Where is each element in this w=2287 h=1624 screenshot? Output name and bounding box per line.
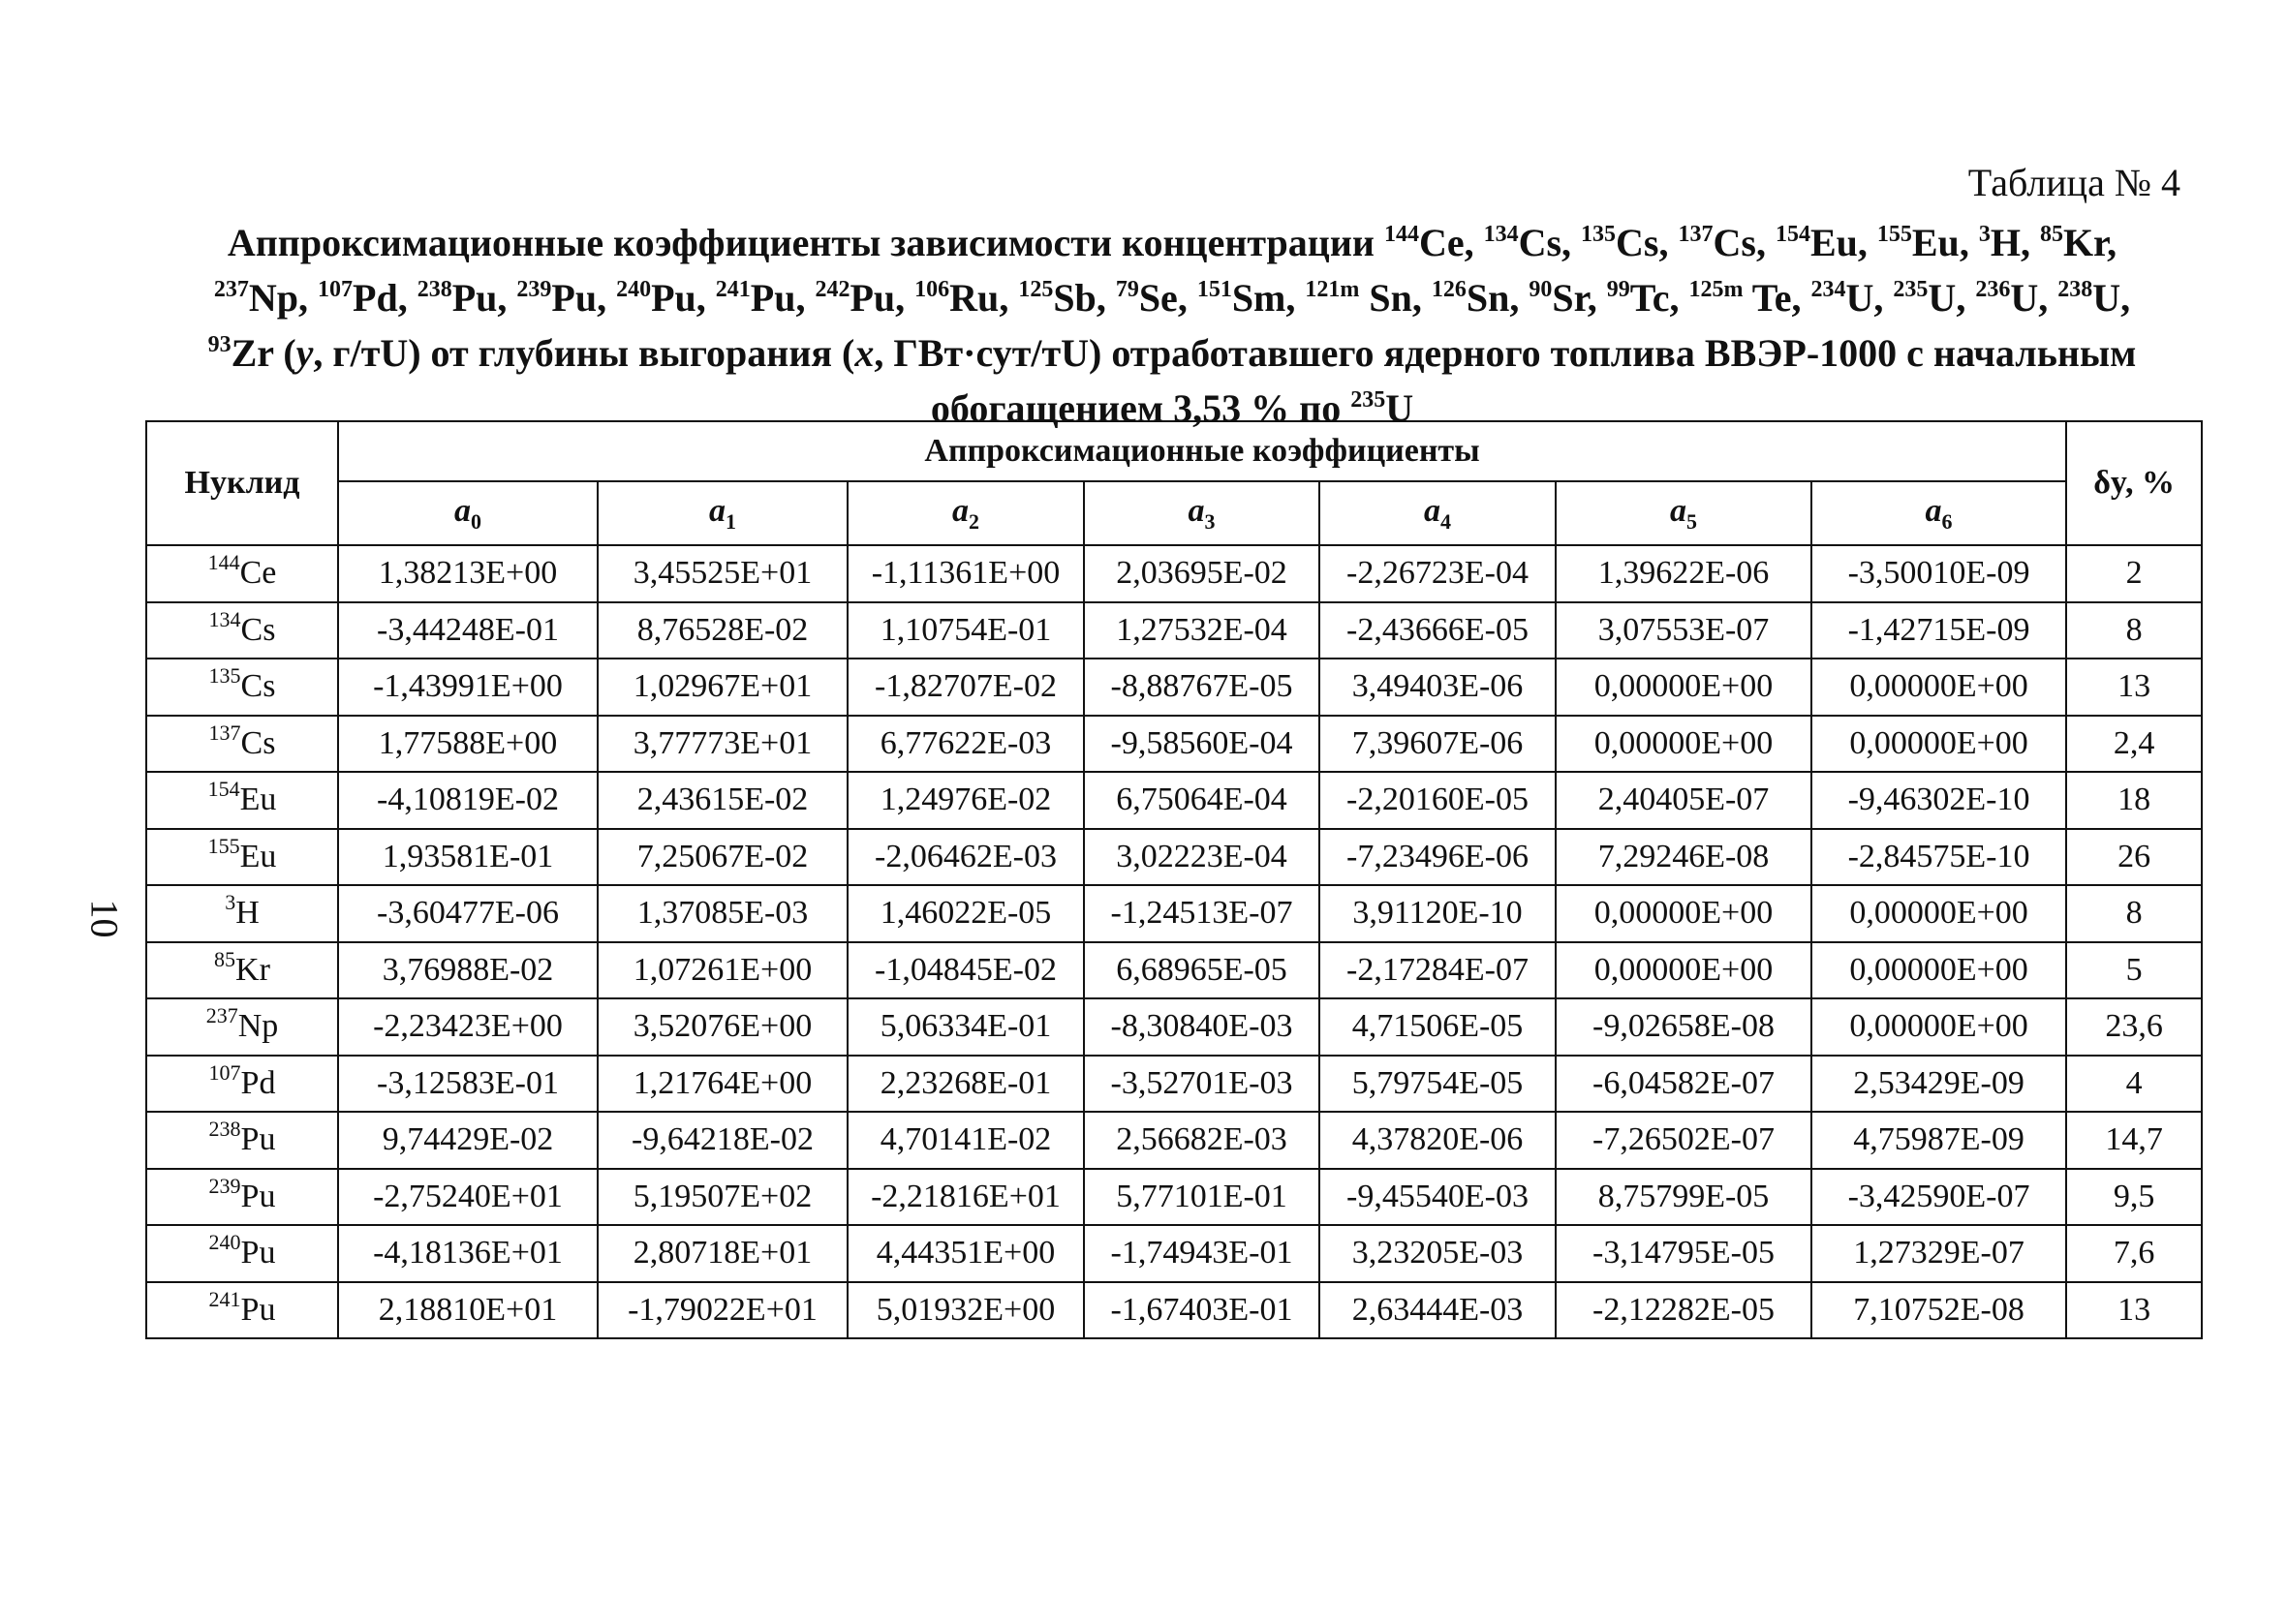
table-row <box>146 1282 2202 1339</box>
coef-cell-a1: 3,77773E+01 <box>598 716 848 773</box>
nuclide-mass: 154 <box>207 777 240 802</box>
page-number: 10 <box>82 899 127 938</box>
coef-cell-a2: 5,01932E+00 <box>848 1282 1084 1339</box>
table-row <box>146 772 2202 829</box>
separator: , <box>2020 221 2040 264</box>
coef-cell-a1: 2,43615E-02 <box>598 772 848 829</box>
nuclide-mass: 239 <box>208 1173 241 1198</box>
coef-cell-a3: -1,67403E-01 <box>1084 1282 1319 1339</box>
coef-cell-a0: -2,75240E+01 <box>338 1169 598 1226</box>
separator: , <box>1509 276 1530 320</box>
table-row <box>146 716 2202 773</box>
nuclide-symbol: Ce <box>239 555 277 592</box>
separator: , <box>695 276 716 320</box>
coef-cell-a3: -9,58560E-04 <box>1084 716 1319 773</box>
nuclide-mass: 154 <box>1775 222 1810 247</box>
coef-letter: $a_2$ <box>952 492 979 534</box>
nuclide-mass: 99 <box>1606 277 1630 302</box>
coef-index: 6 <box>1941 508 1953 534</box>
coef-cell-a4: 4,71506E-05 <box>1319 998 1556 1056</box>
nuclide-mass: 155 <box>1876 222 1912 247</box>
coef-cell-a6: 0,00000E+00 <box>1811 659 2066 716</box>
nuclide-symbol: U <box>2010 276 2039 320</box>
table-row <box>146 545 2202 602</box>
coef-cell-a2: -1,04845E-02 <box>848 942 1084 999</box>
coef-letter: $a_1$ <box>709 492 736 534</box>
nuclide-mass: 240 <box>208 1230 241 1255</box>
coef-cell-a6: -2,84575E-10 <box>1811 829 2066 886</box>
coef-cell-a3: -1,74943E-01 <box>1084 1225 1319 1282</box>
coef-index: 4 <box>1440 508 1451 534</box>
coef-cell-a4: -9,45540E-03 <box>1319 1169 1556 1226</box>
coef-cell-a4: 2,63444E-03 <box>1319 1282 1556 1339</box>
nuclide-mass: 85 <box>214 946 236 971</box>
coef-cell-a0: 1,93581E-01 <box>338 829 598 886</box>
coef-cell-a6: -9,46302E-10 <box>1811 772 2066 829</box>
coef-letter: $a_5$ <box>1670 492 1697 534</box>
nuclide-symbol: Sm <box>1231 276 1286 320</box>
separator: , <box>1959 221 1979 264</box>
nuclide-symbol: Zr <box>231 331 274 375</box>
error-cell: 8 <box>2066 602 2202 659</box>
table-caption <box>174 215 2170 436</box>
nuclide-symbol: H <box>1990 221 2021 264</box>
nuclide-symbol: Ce <box>1418 221 1465 264</box>
coef-cell-a1: -1,79022E+01 <box>598 1282 848 1339</box>
nuclide-cell <box>146 602 338 659</box>
coef-cell-a4: 7,39607E-06 <box>1319 716 1556 773</box>
caption-text: Аппроксимационные коэффициенты зависимости концентрации <box>227 221 1384 264</box>
separator: , <box>1177 276 1197 320</box>
nuclide-cell <box>146 885 338 942</box>
coef-cell-a6: 0,00000E+00 <box>1811 942 2066 999</box>
coef-cell-a6: 7,10752E-08 <box>1811 1282 2066 1339</box>
nuclide-cell <box>146 1056 338 1113</box>
separator: , <box>1755 221 1776 264</box>
error-cell: 7,6 <box>2066 1225 2202 1282</box>
table-row <box>146 998 2202 1056</box>
nuclide-mass: 106 <box>914 277 950 302</box>
coef-cell-a0: 3,76988E-02 <box>338 942 598 999</box>
nuclide-symbol: Eu <box>1809 221 1858 264</box>
nuclide-symbol: H <box>235 895 260 932</box>
nuclide-mass: 151 <box>1196 277 1232 302</box>
coef-cell-a6: -1,42715E-09 <box>1811 602 2066 659</box>
coef-cell-a5: 7,29246E-08 <box>1556 829 1811 886</box>
coef-cell-a2: 1,46022E-05 <box>848 885 1084 942</box>
separator: , <box>1285 276 1306 320</box>
error-cell: 26 <box>2066 829 2202 886</box>
coef-cell-a0: -4,18136E+01 <box>338 1225 598 1282</box>
coef-cell-a1: 7,25067E-02 <box>598 829 848 886</box>
coef-index: 2 <box>969 508 979 534</box>
table-row <box>146 602 2202 659</box>
nuclide-cell <box>146 772 338 829</box>
header-coef-a1 <box>598 481 848 545</box>
nuclide-symbol: Pu <box>240 1235 276 1272</box>
nuclide-symbol: Ru <box>949 276 1000 320</box>
nuclide-symbol: Np <box>248 276 299 320</box>
coef-cell-a3: 6,68965E-05 <box>1084 942 1319 999</box>
nuclide-symbol: Pd <box>240 1064 276 1101</box>
coef-cell-a1: 8,76528E-02 <box>598 602 848 659</box>
coef-cell-a4: 3,23205E-03 <box>1319 1225 1556 1282</box>
coef-cell-a2: -2,06462E-03 <box>848 829 1084 886</box>
nuclide-symbol: Np <box>237 1008 279 1045</box>
nuclide-symbol: Kr <box>235 951 270 988</box>
coef-cell-a4: 3,49403E-06 <box>1319 659 1556 716</box>
nuclide-cell <box>146 1169 338 1226</box>
nuclide-mass: 144 <box>207 550 240 575</box>
error-cell: 18 <box>2066 772 2202 829</box>
separator: , <box>1561 221 1582 264</box>
coef-cell-a5: -9,02658E-08 <box>1556 998 1811 1056</box>
header-row-1 <box>146 421 2202 481</box>
coef-cell-a4: -7,23496E-06 <box>1319 829 1556 886</box>
nuclide-mass: 135 <box>1581 222 1617 247</box>
nuclide-mass: 235 <box>1893 277 1929 302</box>
nuclide-mass: 238 <box>208 1117 241 1142</box>
nuclide-mass: 90 <box>1529 277 1553 302</box>
nuclide-mass: 239 <box>516 277 552 302</box>
coef-cell-a0: -4,10819E-02 <box>338 772 598 829</box>
nuclide-mass: 93 <box>207 332 232 357</box>
coef-cell-a3: 5,77101E-01 <box>1084 1169 1319 1226</box>
coef-cell-a2: -1,11361E+00 <box>848 545 1084 602</box>
coef-cell-a1: 2,80718E+01 <box>598 1225 848 1282</box>
separator: , <box>999 276 1019 320</box>
coef-cell-a2: 2,23268E-01 <box>848 1056 1084 1113</box>
coef-cell-a3: -8,88767E-05 <box>1084 659 1319 716</box>
coef-cell-a2: 5,06334E-01 <box>848 998 1084 1056</box>
nuclide-mass: 125m <box>1688 277 1744 302</box>
table-row <box>146 1169 2202 1226</box>
nuclide-symbol: Sb <box>1053 276 1097 320</box>
nuclide-symbol: Sn <box>1359 276 1412 320</box>
nuclide-mass: 126 <box>1431 277 1467 302</box>
nuclide-mass: 236 <box>1975 277 2011 302</box>
nuclide-cell <box>146 1225 338 1282</box>
table-row <box>146 885 2202 942</box>
coef-letter: $a_3$ <box>1188 492 1216 534</box>
coef-cell-a4: 4,37820E-06 <box>1319 1112 1556 1169</box>
coef-cell-a3: -1,24513E-07 <box>1084 885 1319 942</box>
nuclide-mass: 135 <box>208 663 241 689</box>
coef-cell-a5: 1,39622E-06 <box>1556 545 1811 602</box>
nuclide-mass: 238 <box>417 277 452 302</box>
header-coef-a3 <box>1084 481 1319 545</box>
nuclide-mass: 3 <box>225 890 236 915</box>
coef-cell-a1: 1,02967E+01 <box>598 659 848 716</box>
caption-nuclide-list <box>1384 221 2117 264</box>
coef-cell-a5: -2,12282E-05 <box>1556 1282 1811 1339</box>
coef-letter: $a_0$ <box>454 492 481 534</box>
coef-cell-a5: 0,00000E+00 <box>1556 885 1811 942</box>
coef-cell-a4: -2,26723E-04 <box>1319 545 1556 602</box>
coef-cell-a6: 0,00000E+00 <box>1811 885 2066 942</box>
coef-cell-a3: 3,02223E-04 <box>1084 829 1319 886</box>
nuclide-mass: 234 <box>1810 277 1846 302</box>
error-cell: 13 <box>2066 1282 2202 1339</box>
nuclide-symbol: Pu <box>551 276 598 320</box>
error-cell: 9,5 <box>2066 1169 2202 1226</box>
nuclide-mass: 107 <box>318 277 354 302</box>
separator: , <box>1669 276 1689 320</box>
nuclide-symbol: Cs <box>1616 221 1659 264</box>
nuclide-mass: 134 <box>1483 222 1519 247</box>
nuclide-symbol: U <box>1928 276 1957 320</box>
coef-cell-a2: -1,82707E-02 <box>848 659 1084 716</box>
separator: , <box>895 276 915 320</box>
nuclide-mass: 144 <box>1383 222 1419 247</box>
coef-cell-a2: 4,70141E-02 <box>848 1112 1084 1169</box>
nuclide-cell <box>146 998 338 1056</box>
separator: , <box>1658 221 1679 264</box>
nuclide-symbol: Pu <box>240 1121 276 1158</box>
nuclide-mass: 107 <box>208 1059 241 1085</box>
coef-cell-a2: 1,24976E-02 <box>848 772 1084 829</box>
coef-cell-a5: 2,40405E-07 <box>1556 772 1811 829</box>
coef-index: 0 <box>471 508 481 534</box>
coef-cell-a5: 3,07553E-07 <box>1556 602 1811 659</box>
separator: , <box>1857 221 1877 264</box>
coef-cell-a5: 0,00000E+00 <box>1556 942 1811 999</box>
coef-cell-a1: 5,19507E+02 <box>598 1169 848 1226</box>
separator: , <box>2038 276 2058 320</box>
coef-cell-a6: 2,53429E-09 <box>1811 1056 2066 1113</box>
nuclide-symbol: Sr <box>1552 276 1588 320</box>
nuclide-mass: 242 <box>815 277 850 302</box>
coef-cell-a1: 1,37085E-03 <box>598 885 848 942</box>
nuclide-cell <box>146 716 338 773</box>
separator: , <box>497 276 517 320</box>
coef-cell-a5: 0,00000E+00 <box>1556 716 1811 773</box>
coef-cell-a2: 1,10754E-01 <box>848 602 1084 659</box>
coef-cell-a0: -1,43991E+00 <box>338 659 598 716</box>
separator: , <box>397 276 417 320</box>
coef-index: 3 <box>1204 508 1216 534</box>
nuclide-mass: 125 <box>1018 277 1054 302</box>
nuclide-mass: 237 <box>213 277 249 302</box>
nuclide-symbol: Tc <box>1629 276 1670 320</box>
coef-cell-a1: 1,21764E+00 <box>598 1056 848 1113</box>
header-coef-a0 <box>338 481 598 545</box>
nuclide-symbol: Cs <box>240 668 276 705</box>
header-coefficients-group: Аппроксимационные коэффициенты <box>338 421 2066 481</box>
nuclide-cell <box>146 1282 338 1339</box>
nuclide-cell <box>146 1112 338 1169</box>
nuclide-mass: 241 <box>715 277 751 302</box>
nuclide-mass: 79 <box>1115 277 1139 302</box>
nuclide-symbol: Eu <box>239 838 277 874</box>
nuclide-symbol: Eu <box>239 781 277 818</box>
caption-text: , ГВт·сут/тU) отработавшего ядерного топлива ВВЭР-1000 с начальным <box>874 331 2137 375</box>
coef-cell-a0: 2,18810E+01 <box>338 1282 598 1339</box>
coef-cell-a1: -9,64218E-02 <box>598 1112 848 1169</box>
nuclide-cell <box>146 829 338 886</box>
coef-cell-a3: 1,27532E-04 <box>1084 602 1319 659</box>
nuclide-symbol: Cs <box>1518 221 1562 264</box>
coef-cell-a6: 0,00000E+00 <box>1811 716 2066 773</box>
coef-cell-a5: -6,04582E-07 <box>1556 1056 1811 1113</box>
header-coef-a2 <box>848 481 1084 545</box>
variable-y: y <box>295 331 314 375</box>
caption-text: , г/тU) от глубины выгорания ( <box>313 331 855 375</box>
header-row-2 <box>146 481 2202 545</box>
coef-cell-a4: 3,91120E-10 <box>1319 885 1556 942</box>
error-cell: 23,6 <box>2066 998 2202 1056</box>
nuclide-symbol: Cs <box>240 724 276 761</box>
error-cell: 13 <box>2066 659 2202 716</box>
coef-cell-a1: 3,52076E+00 <box>598 998 848 1056</box>
error-cell: 5 <box>2066 942 2202 999</box>
coef-index: 5 <box>1686 508 1697 534</box>
coef-cell-a1: 3,45525E+01 <box>598 545 848 602</box>
coef-cell-a2: -2,21816E+01 <box>848 1169 1084 1226</box>
nuclide-mass: 134 <box>208 606 241 631</box>
nuclide-mass: 137 <box>208 720 241 745</box>
separator: , <box>2120 276 2131 320</box>
nuclide-mass: 85 <box>2039 222 2063 247</box>
table-body <box>146 545 2202 1338</box>
variable-x: x <box>854 331 875 375</box>
caption-nuclide-list <box>214 276 2130 320</box>
nuclide-symbol: Pu <box>750 276 796 320</box>
header-nuclide: Нуклид <box>146 421 338 545</box>
nuclide-mass: 137 <box>1678 222 1714 247</box>
coef-cell-a5: 8,75799E-05 <box>1556 1169 1811 1226</box>
coef-cell-a6: 0,00000E+00 <box>1811 998 2066 1056</box>
table-row <box>146 1056 2202 1113</box>
coef-letter: $a_6$ <box>1925 492 1953 534</box>
nuclide-mass: 237 <box>205 1003 238 1028</box>
table-row <box>146 829 2202 886</box>
separator: , <box>1587 276 1607 320</box>
header-coef-a6 <box>1811 481 2066 545</box>
caption-text: обогащением 3,53 % по <box>930 386 1351 430</box>
nuclide-mass: 155 <box>207 833 240 858</box>
separator: , <box>1096 276 1116 320</box>
table-row <box>146 1225 2202 1282</box>
coef-cell-a3: -3,52701E-03 <box>1084 1056 1319 1113</box>
nuclide-symbol: Te <box>1743 276 1792 320</box>
coefficients-table <box>145 420 2203 1339</box>
coef-cell-a0: -3,60477E-06 <box>338 885 598 942</box>
nuclide-symbol: Kr <box>2062 221 2108 264</box>
coef-cell-a6: 1,27329E-07 <box>1811 1225 2066 1282</box>
nuclide-mass: 3 <box>1978 222 1991 247</box>
coef-cell-a0: -2,23423E+00 <box>338 998 598 1056</box>
coef-cell-a4: -2,20160E-05 <box>1319 772 1556 829</box>
table-label: Таблица № 4 <box>1967 161 2180 204</box>
separator: , <box>1791 276 1811 320</box>
coef-cell-a4: -2,43666E-05 <box>1319 602 1556 659</box>
coef-cell-a0: -3,12583E-01 <box>338 1056 598 1113</box>
separator: , <box>597 276 617 320</box>
coef-index: 1 <box>726 508 736 534</box>
separator: , <box>795 276 816 320</box>
caption-line-3 <box>174 325 2170 381</box>
coef-cell-a6: -3,50010E-09 <box>1811 545 2066 602</box>
separator: , <box>2107 221 2117 264</box>
nuclide-mass: 121m <box>1305 277 1360 302</box>
caption-text: ( <box>273 331 296 375</box>
nuclide-symbol: Pu <box>850 276 896 320</box>
coef-cell-a0: 9,74429E-02 <box>338 1112 598 1169</box>
coef-cell-a3: 6,75064E-04 <box>1084 772 1319 829</box>
coef-cell-a5: -7,26502E-07 <box>1556 1112 1811 1169</box>
separator: , <box>1464 221 1484 264</box>
coef-cell-a5: -3,14795E-05 <box>1556 1225 1811 1282</box>
table-row <box>146 659 2202 716</box>
coef-cell-a4: -2,17284E-07 <box>1319 942 1556 999</box>
coef-cell-a0: -3,44248E-01 <box>338 602 598 659</box>
separator: , <box>1956 276 1976 320</box>
coef-cell-a3: 2,56682E-03 <box>1084 1112 1319 1169</box>
separator: , <box>1873 276 1894 320</box>
nuclide-mass: 241 <box>208 1286 241 1311</box>
coef-cell-a0: 1,38213E+00 <box>338 545 598 602</box>
table-row <box>146 1112 2202 1169</box>
error-cell: 2,4 <box>2066 716 2202 773</box>
coef-cell-a0: 1,77588E+00 <box>338 716 598 773</box>
caption-line-2 <box>174 270 2170 325</box>
error-cell: 14,7 <box>2066 1112 2202 1169</box>
nuclide-symbol: U <box>2092 276 2121 320</box>
nuclide-cell <box>146 942 338 999</box>
nuclide-symbol: Se <box>1138 276 1178 320</box>
coef-cell-a3: -8,30840E-03 <box>1084 998 1319 1056</box>
separator: , <box>1411 276 1432 320</box>
nuclide-symbol: Cs <box>1713 221 1756 264</box>
nuclide-symbol: Pu <box>240 1178 276 1214</box>
coef-letter: $a_4$ <box>1424 492 1451 534</box>
nuclide-symbol: Pu <box>451 276 498 320</box>
caption-line-1 <box>174 215 2170 270</box>
coef-cell-a5: 0,00000E+00 <box>1556 659 1811 716</box>
nuclide-symbol: Sn <box>1466 276 1510 320</box>
nuclide-cell <box>146 659 338 716</box>
coef-cell-a6: 4,75987E-09 <box>1811 1112 2066 1169</box>
error-cell: 4 <box>2066 1056 2202 1113</box>
header-error: δy, % <box>2066 421 2202 545</box>
nuclide-cell <box>146 545 338 602</box>
nuclide-symbol: U <box>1385 386 1414 430</box>
nuclide-mass: 238 <box>2057 277 2093 302</box>
nuclide-symbol: Pu <box>651 276 696 320</box>
header-coef-a4 <box>1319 481 1556 545</box>
nuclide-symbol: Pd <box>353 276 398 320</box>
coef-cell-a2: 6,77622E-03 <box>848 716 1084 773</box>
error-cell: 8 <box>2066 885 2202 942</box>
nuclide-symbol: U <box>1845 276 1874 320</box>
nuclide-symbol: Pu <box>240 1291 276 1328</box>
error-cell: 2 <box>2066 545 2202 602</box>
coef-cell-a6: -3,42590E-07 <box>1811 1169 2066 1226</box>
nuclide-symbol: Eu <box>1911 221 1960 264</box>
coef-cell-a2: 4,44351E+00 <box>848 1225 1084 1282</box>
nuclide-mass: 235 <box>1350 387 1386 413</box>
coef-cell-a3: 2,03695E-02 <box>1084 545 1319 602</box>
table-row <box>146 942 2202 999</box>
nuclide-symbol: Cs <box>240 611 276 648</box>
coef-cell-a1: 1,07261E+00 <box>598 942 848 999</box>
nuclide-mass: 240 <box>616 277 652 302</box>
header-coef-a5 <box>1556 481 1811 545</box>
coef-cell-a4: 5,79754E-05 <box>1319 1056 1556 1113</box>
separator: , <box>298 276 319 320</box>
